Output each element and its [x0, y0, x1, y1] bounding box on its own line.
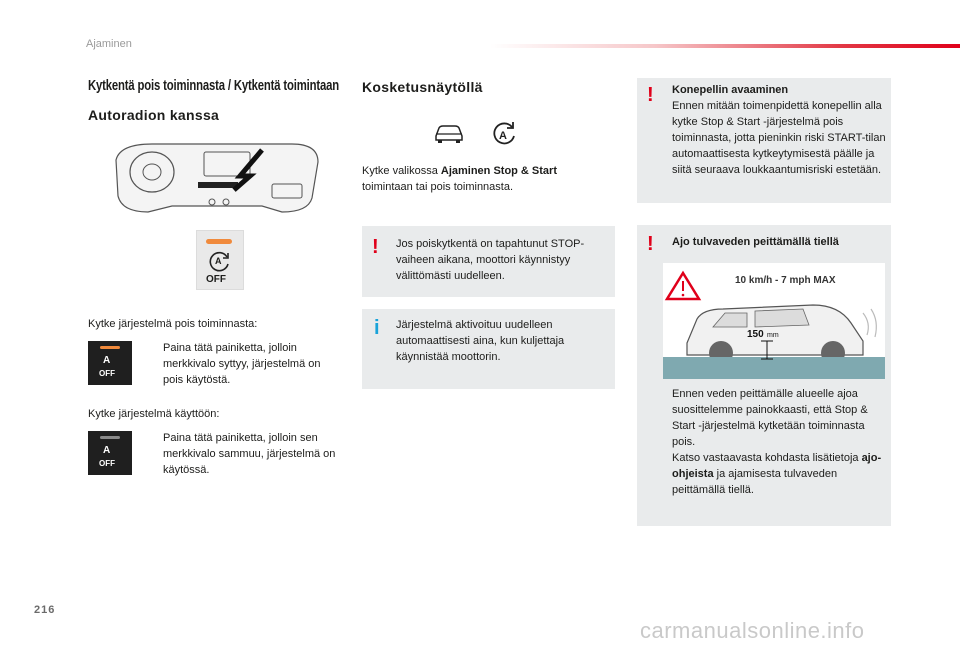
water-depth-value: 150: [747, 329, 764, 340]
button-label: OFF: [206, 274, 226, 285]
button-letter: A: [103, 355, 111, 366]
stop-start-icon-letter: A: [499, 130, 507, 142]
button-letter: A: [103, 445, 111, 456]
section-label: Ajaminen: [86, 38, 132, 50]
watermark: carmanualsonline.info: [640, 618, 865, 643]
warning-text: Jos poiskytkentä on tapahtunut STOP-vaiheen aikana, moottori käynnistyy välittömästi uudelleen.: [396, 238, 585, 282]
led-off-indicator: [100, 436, 120, 439]
warning-box-stop-phase: [362, 226, 615, 297]
bonnet-text: Ennen mitään toimenpidettä konepellin alla kytke Stop & Start -järjestelmä pois toiminnasta, jotta pieninkin riski START-tilan automaattisesta kytkeytymisestä päälle ja siitä seuraava loukkaantumisriski estetään.: [672, 100, 886, 176]
header-accent-bar: [490, 44, 960, 48]
stop-start-off-button-illustration: [196, 230, 244, 290]
bonnet-title: Konepellin avaaminen: [672, 84, 789, 96]
touchscreen-text-pre: Kytke valikossa: [362, 165, 441, 177]
dashboard-illustration: [112, 140, 322, 216]
deactivate-intro: Kytke järjestelmä pois toiminnasta:: [88, 318, 258, 330]
menu-path: Ajaminen Stop & Start: [440, 165, 557, 177]
flooded-road-illustration: [663, 263, 885, 379]
off-button-led-on: [88, 341, 132, 385]
page-number: 216: [34, 604, 56, 616]
warning-icon: !: [647, 233, 654, 255]
deactivate-step: [143, 340, 343, 390]
water-depth-unit: mm: [767, 332, 779, 339]
main-heading: Kytkentä pois toiminnasta / Kytkentä toimintaan: [88, 78, 339, 94]
button-label: OFF: [99, 459, 115, 468]
button-label: OFF: [99, 369, 115, 378]
activate-text: Paina tätä painiketta, jolloin sen merkkivalo sammuu, järjestelmä on käytössä.: [163, 432, 336, 476]
see-also-pre: Katso vastaavasta kohdasta lisätietoja: [672, 452, 862, 464]
activate-intro: Kytke järjestelmä käyttöön:: [88, 408, 220, 420]
driving-advice-link: ajo-ohjeista: [672, 452, 882, 480]
deactivate-text: Paina tätä painiketta, jolloin merkkivalo syttyy, järjestelmä on pois käytöstä.: [163, 342, 321, 386]
flooded-road-text: [672, 386, 886, 498]
info-box-reactivation: [362, 309, 615, 389]
led-on-indicator: [100, 346, 120, 349]
led-indicator: [206, 239, 232, 244]
info-text: Järjestelmä aktivoituu uudelleen automaattisesti aina, kun kuljettaja käynnistää moottorin.: [396, 319, 565, 363]
warning-icon: !: [372, 236, 379, 258]
car-driving-icon: [432, 122, 466, 144]
touchscreen-heading: Kosketusnäytöllä: [362, 79, 483, 95]
flooded-road-advice: Ennen veden peittämälle alueelle ajoa suosittelemme painokkaasti, että Stop & Start -järjestelmä kytketään toiminnasta pois.: [672, 388, 868, 448]
warning-box-flooded-road: [637, 225, 891, 526]
speed-limit-label: 10 km/h - 7 mph MAX: [735, 275, 836, 286]
flooded-road-title: Ajo tulvaveden peittämällä tiellä: [672, 236, 839, 248]
warning-box-bonnet: [637, 78, 891, 203]
touchscreen-text: [362, 163, 602, 195]
button-letter: A: [215, 256, 222, 266]
info-icon: i: [374, 317, 380, 339]
see-also-post: ja ajamisesta tulvaveden peittämällä tiellä.: [672, 468, 838, 496]
warning-icon: !: [647, 84, 654, 106]
activate-step: [143, 430, 343, 480]
off-button-led-off: [88, 431, 132, 475]
touchscreen-text-post: toimintaan tai pois toiminnasta.: [362, 181, 514, 193]
subheading-radio: Autoradion kanssa: [88, 107, 220, 123]
stop-start-icon: [490, 120, 518, 148]
